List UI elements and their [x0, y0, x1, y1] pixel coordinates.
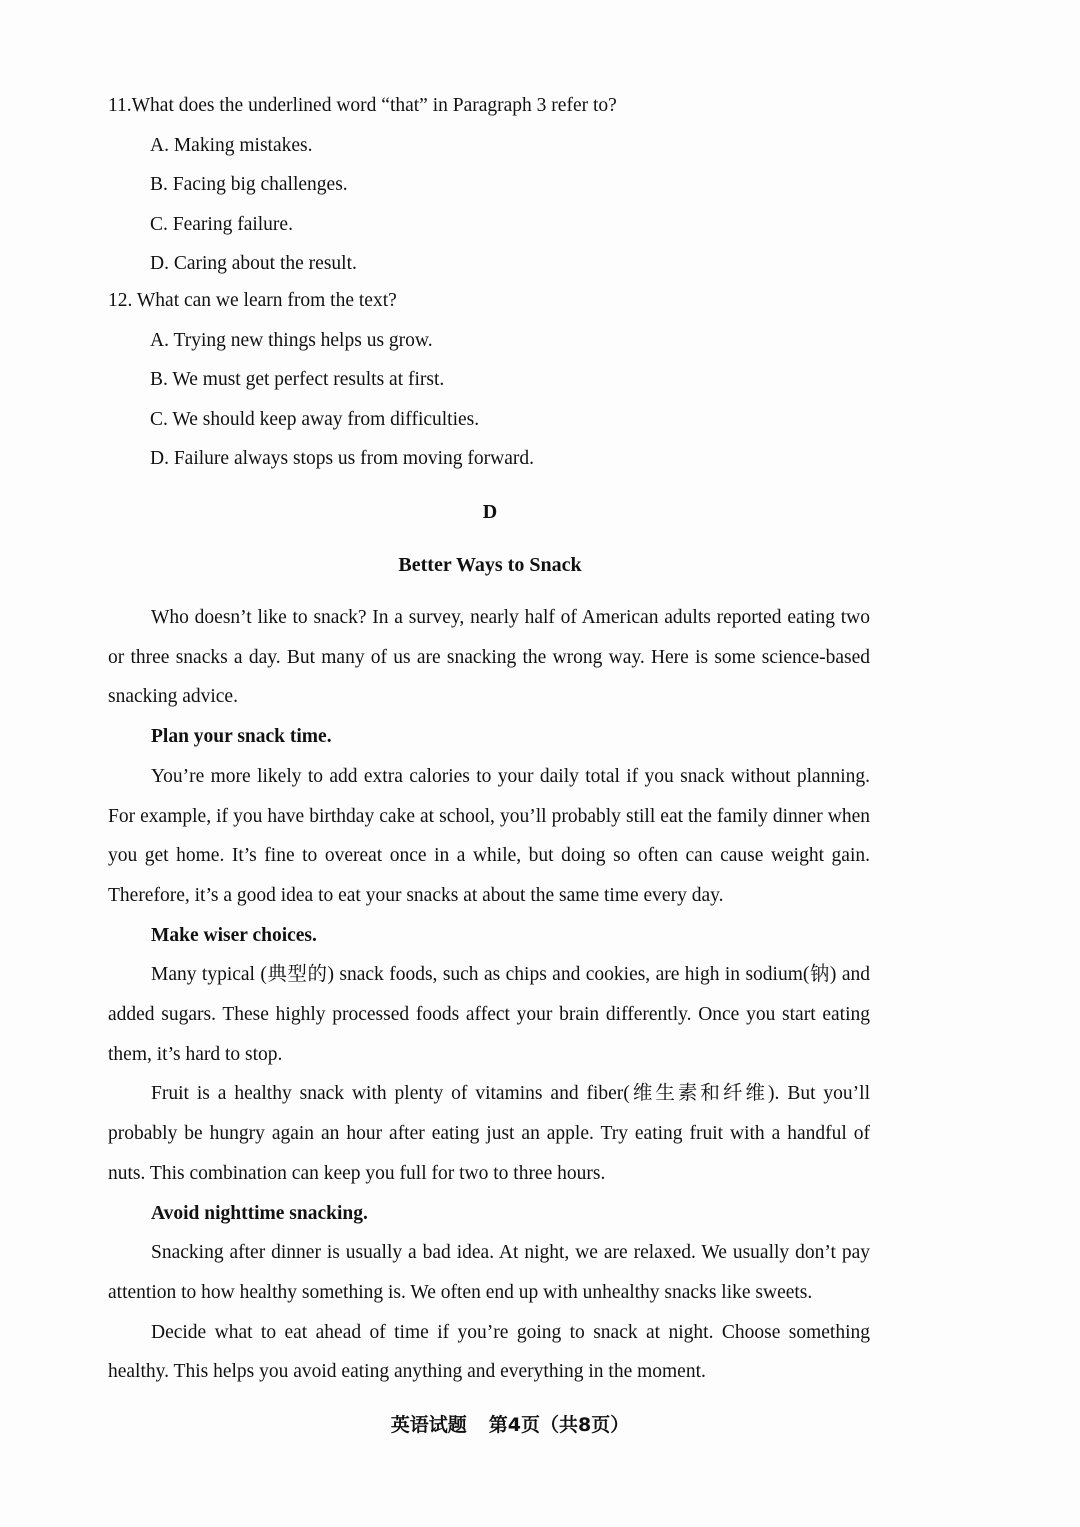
footer-page-number: 第4页（共8页） — [488, 1414, 630, 1436]
passage-title: Better Ways to Snack — [398, 554, 582, 576]
answer-option: C. We should keep away from difficulties. — [150, 408, 480, 430]
passage-paragraph: You’re more likely to add extra calories to your daily total if you snack without planning. For example, if you have birthday cake at school, you’ll probably still eat the family dinner when you get home. It’s fine to overeat once in a while, but doing so often can cause weight gain. Therefore, it’s a good idea to eat your snacks at about the same time every day. — [108, 765, 870, 906]
page-footer — [0, 1410, 1020, 1440]
passage-paragraph: Fruit is a healthy snack with plenty of vitamins and fiber(维生素和纤维). But you’ll probably be hungry again an hour after eating just an apple. Try eating fruit with a handful of nuts. This combination can keep you full for two to three hours. — [108, 1083, 870, 1184]
passage-paragraph: Decide what to eat ahead of time if you’re going to snack at night. Choose something healthy. This helps you avoid eating anything and everything in the moment. — [108, 1321, 870, 1383]
question-stem: 11.What does the underlined word “that” in Paragraph 3 refer to? — [108, 95, 617, 116]
question-stem: 12. What can we learn from the text? — [108, 290, 397, 311]
section-letter: D — [482, 501, 498, 523]
answer-option: D. Failure always stops us from moving forward. — [150, 448, 534, 469]
answer-option: D. Caring about the result. — [150, 253, 357, 274]
passage-subheading: Avoid nighttime snacking. — [151, 1202, 368, 1224]
answer-option: B. We must get perfect results at first. — [150, 369, 445, 390]
answer-option: C. Fearing failure. — [150, 213, 293, 235]
passage-subheading: Make wiser choices. — [151, 924, 317, 946]
passage-paragraph: Many typical (典型的) snack foods, such as chips and cookies, are high in sodium(钠) and added sugars. These highly processed foods affect your brain differently. Once you start eating them, it’s hard to stop. — [108, 964, 870, 1065]
passage-paragraph: Snacking after dinner is usually a bad idea. At night, we are relaxed. We usually don’t pay attention to how healthy something is. We often end up with unhealthy snacks like sweets. — [108, 1242, 870, 1303]
passage-subheading: Plan your snack time. — [151, 726, 332, 748]
answer-option: B. Facing big challenges. — [150, 174, 348, 195]
answer-option: A. Making mistakes. — [150, 134, 313, 156]
footer-subject: 英语试题 — [390, 1414, 467, 1436]
question-11 — [108, 86, 870, 284]
answer-option: A. Trying new things helps us grow. — [150, 329, 433, 351]
passage-body — [108, 598, 870, 1392]
passage-paragraph: Who doesn’t like to snack? In a survey, nearly half of American adults reported eating two or three snacks a day. But many of us are snacking the wrong way. Here is some science-based snacking advice. — [108, 607, 870, 708]
question-12 — [108, 281, 870, 479]
